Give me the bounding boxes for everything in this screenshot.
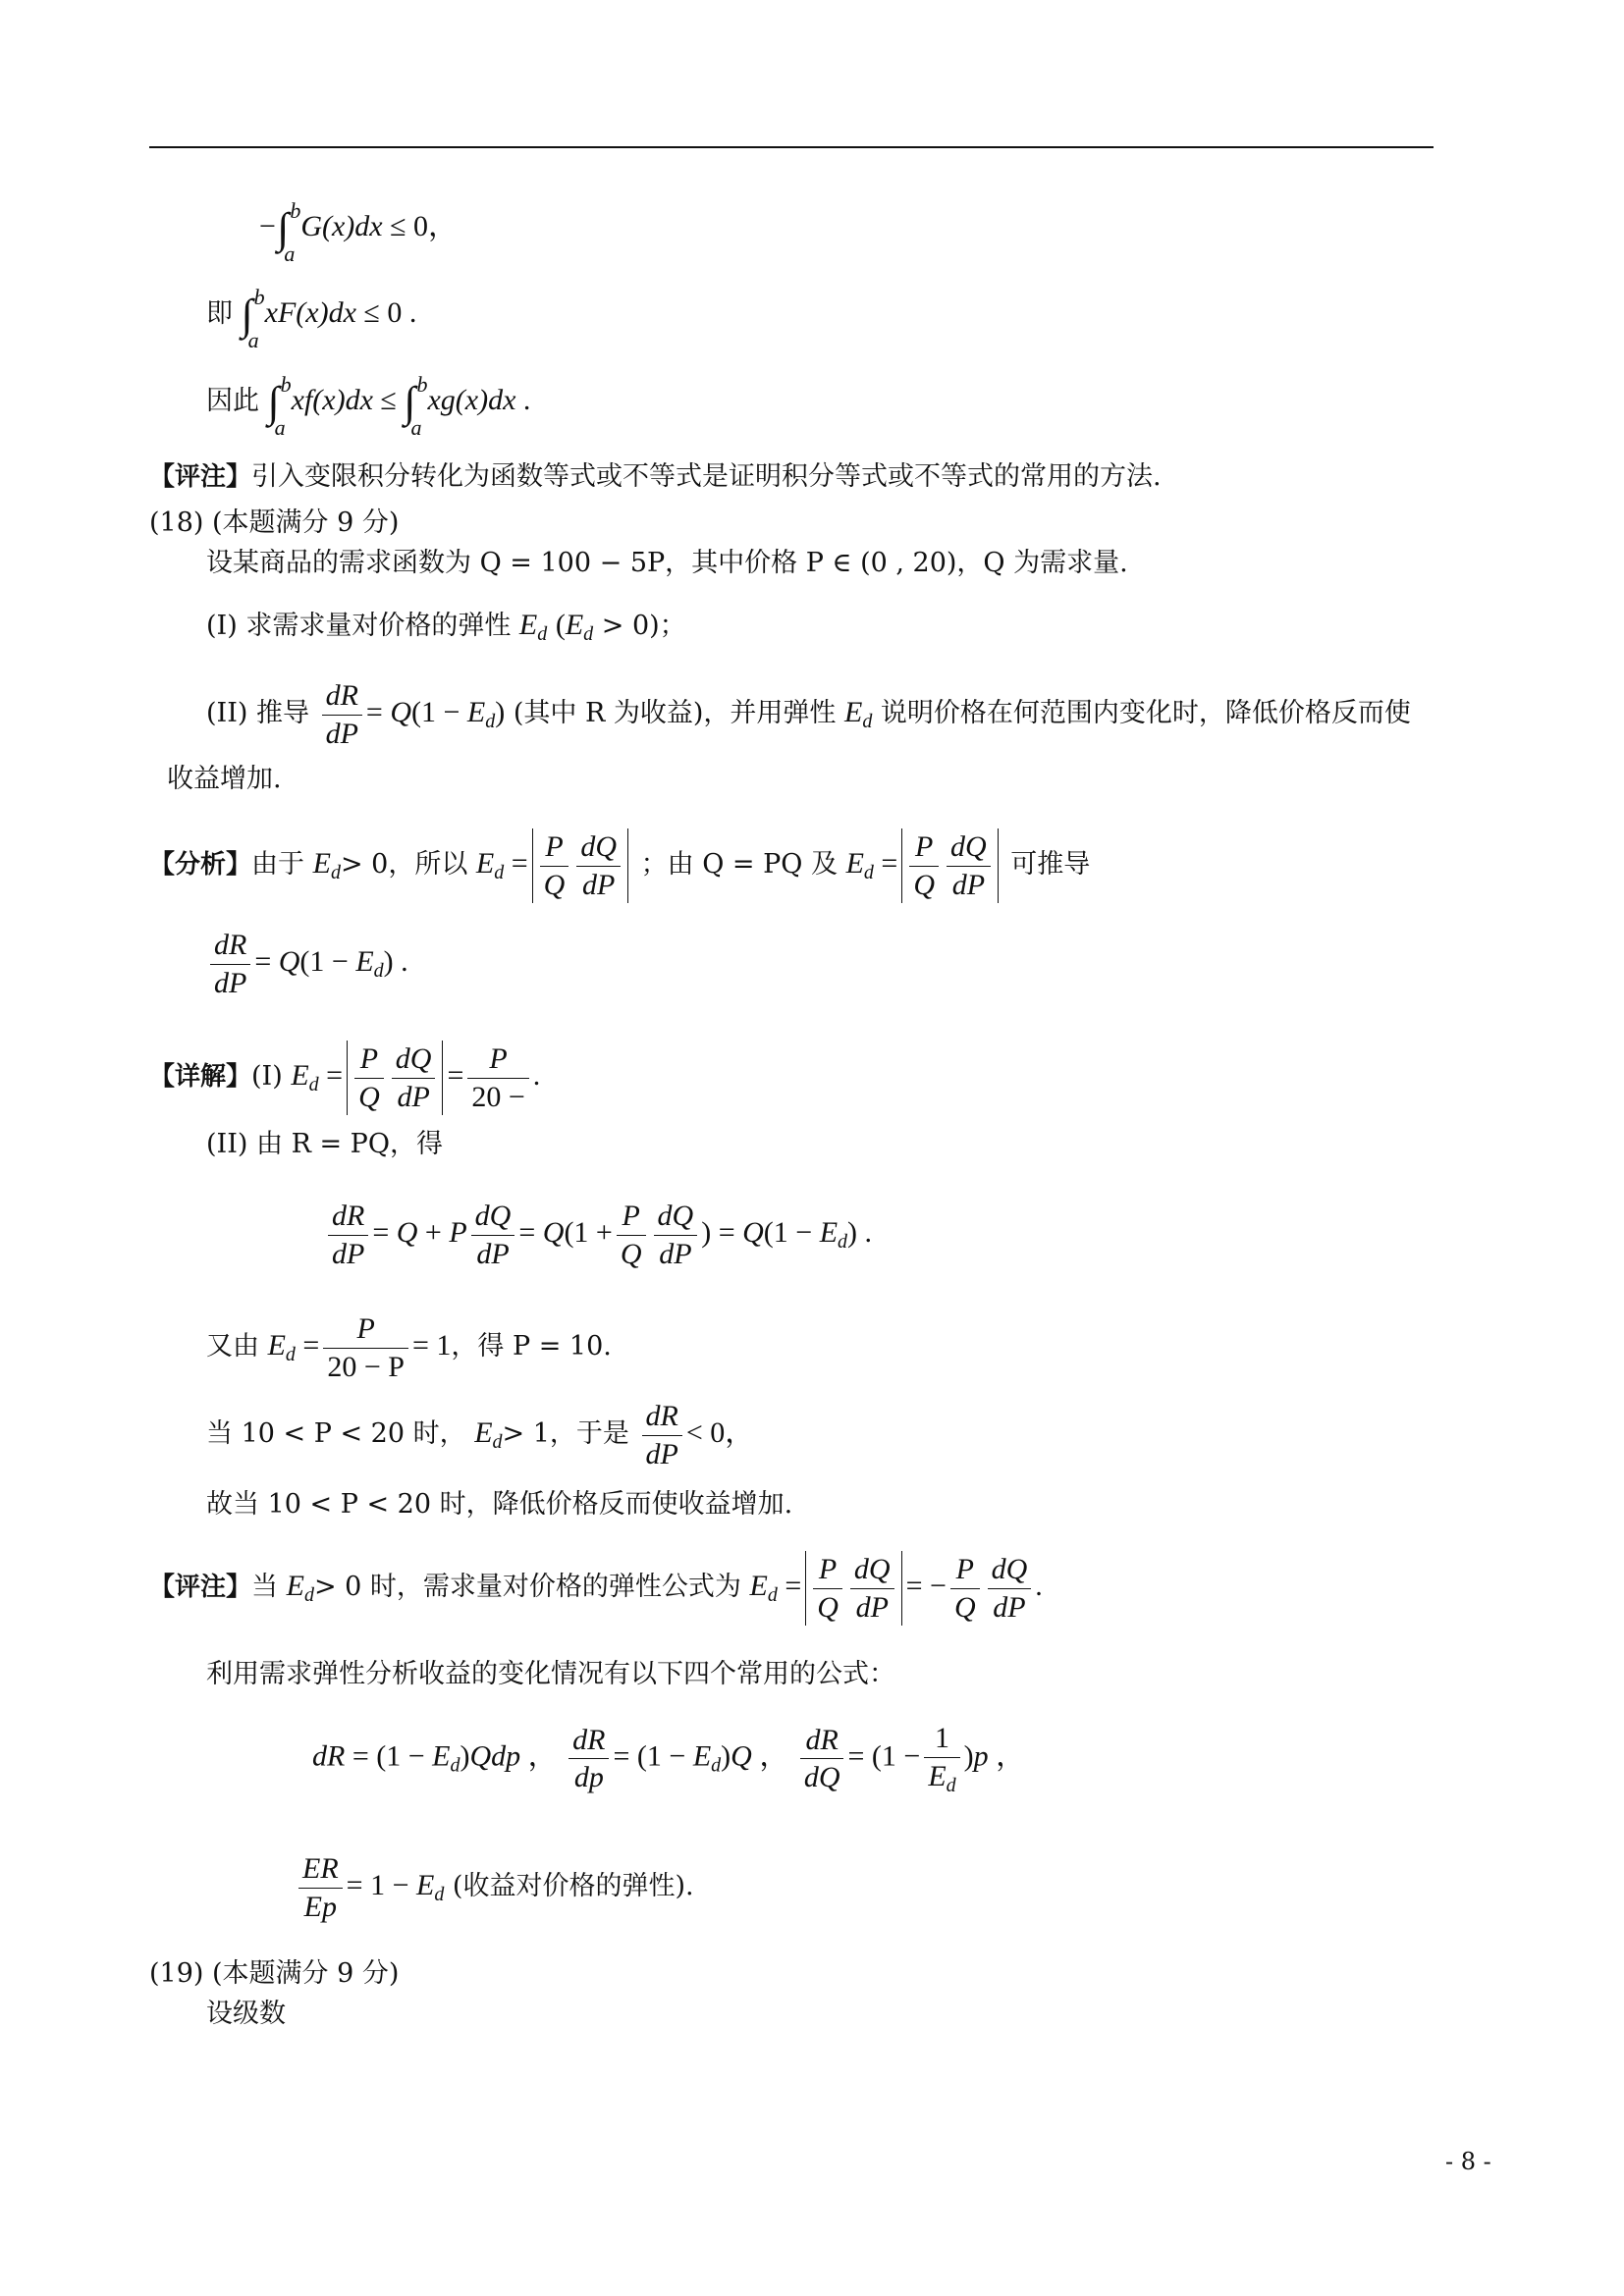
q18-statement: 设某商品的需求函数为 Q = 100 − 5P，其中价格 P ∈ (0 , 20)，Q 为需求量. bbox=[206, 548, 1128, 578]
comment-2-b: > 0 时，需求量对价格的弹性公式为 bbox=[313, 1571, 741, 1602]
when-b: > 1，于是 bbox=[502, 1417, 629, 1449]
equation-derivation: $\frac{dR}{dP}$ = Q + P $\frac{dQ}{dP}$ = Q(1 + $\frac{P}{Q}$ $\frac{dQ}{dP}$ ) = $Q(1 - E_d)$ . bbox=[324, 1198, 872, 1272]
comment-1 bbox=[149, 461, 1162, 493]
analysis-b: > 0，所以 bbox=[340, 848, 468, 880]
q18-part-1: (I) 求需求量对价格的弹性 $E_d$ $(E_d > 0)$； bbox=[206, 609, 686, 645]
q18-part-1-text: (I) 求需求量对价格的弹性 bbox=[206, 611, 512, 641]
again-a: 又由 bbox=[206, 1330, 259, 1362]
prefix-yinci: 因此 bbox=[206, 386, 259, 417]
analysis-label: 【分析】 bbox=[149, 849, 252, 880]
page-number: - 8 - bbox=[1445, 2148, 1491, 2175]
er-tail: (收益对价格的弹性). bbox=[452, 1870, 694, 1901]
analysis-a: 由于 bbox=[251, 848, 305, 880]
equation-er-ep: $\frac{ER}{Ep}$ = $1 - E_d$ (收益对价格的弹性). bbox=[295, 1850, 694, 1925]
q18-part-2-a: (II) 推导 bbox=[206, 697, 309, 728]
q18-part-2-b: (其中 R 为收益)，并用弹性 bbox=[513, 697, 837, 728]
detail-part-2: (II) 由 R = PQ，得 bbox=[206, 1129, 443, 1159]
prefix-ji: 即 bbox=[206, 298, 233, 330]
line-therefore: 故当 10 < P < 20 时，降低价格反而使收益增加. bbox=[206, 1489, 793, 1520]
equation-conclusion: 因此 ∫ b a xf(x)dx ≤ ∫ b a xg(x)dx . bbox=[206, 372, 531, 440]
comment-1-text: 引入变限积分转化为函数等式或不等式是证明积分等式或不等式的常用的方法. bbox=[251, 461, 1162, 492]
q18-part-2: (II) 推导 $\frac{dR}{dP}$ = $Q(1 - E_d)$ (其中 R 为收益)，并用弹性 $E_d$ 说明价格在何范围内变化时，降低价格反而使 bbox=[206, 679, 1411, 750]
again-b: ，得 P = 10. bbox=[451, 1330, 612, 1362]
comment-2-label: 【评注】 bbox=[149, 1572, 252, 1602]
detail-part-1: 【详解】(I) $E_d$ = $\frac{P}{Q}$ $\frac{dQ}{dP}$ = $\frac{P}{20 -}$ . bbox=[149, 1041, 540, 1115]
four-formulas-intro: 利用需求弹性分析收益的变化情况有以下四个常用的公式： bbox=[206, 1659, 895, 1689]
header-rule bbox=[149, 146, 1434, 148]
q18-header: (18) (本题满分 9 分) bbox=[149, 507, 400, 538]
equation-four-formulas: dR = $(1 - E_d)Qdp$ ， $\frac{dR}{dp}$ = $(1 - E_d)Q$ ， $\frac{dR}{dQ}$ = (1 − $\frac{1}{E_d}$ )p ， bbox=[312, 1722, 1026, 1796]
q19-statement: 设级数 bbox=[206, 1999, 286, 2029]
when-a: 当 10 < P < 20 时， bbox=[206, 1417, 466, 1449]
comment-2: 【评注】当 $E_d> 0$ 时，需求量对价格的弹性公式为 $E_d$ = $\frac{P}{Q}$ $\frac{dQ}{dP}$ = − $\frac{P}{Q}$ $\frac{dQ}{dP}$ . bbox=[149, 1551, 1043, 1626]
detail-label: 【详解】 bbox=[149, 1061, 252, 1092]
analysis-c: ；由 Q = PQ 及 bbox=[640, 848, 838, 880]
line-again: 又由 $E_d$ = $\frac{P}{20 - P}$ = 1，得 P = 10. bbox=[206, 1312, 612, 1383]
comment-1-label: 【评注】 bbox=[149, 462, 252, 492]
line-when: 当 10 < P < 20 时， $E_d> 1$，于是 $\frac{dR}{dP}$ < 0， bbox=[206, 1400, 755, 1470]
comment-2-a: 当 bbox=[251, 1571, 279, 1602]
q18-part-2-c: 说明价格在何范围内变化时，降低价格反而使 bbox=[880, 697, 1411, 728]
q18-part-2-d: 收益增加. bbox=[167, 764, 282, 794]
detail-I: (I) bbox=[251, 1060, 283, 1092]
analysis: 【分析】由于 $E_d> 0$，所以 $E_d$ = $\frac{P}{Q}$ $\frac{dQ}{dP}$ ；由 Q = PQ 及 $E_d$ = $\frac{P}{Q}$ $\frac{dQ}{dP}$ 可推导 bbox=[149, 828, 1090, 903]
equation-xf-integral: 即 ∫ b a xF(x)dx ≤ 0 . bbox=[206, 285, 417, 352]
equation-g-integral: −∫ b a G(x)dx ≤ 0， bbox=[257, 198, 459, 266]
equation-dr-dp: $\frac{dR}{dP}$ = $Q(1 - E_d)$ . bbox=[206, 927, 408, 1001]
analysis-d: 可推导 bbox=[1010, 848, 1091, 880]
q19-header: (19) (本题满分 9 分) bbox=[149, 1958, 400, 1989]
